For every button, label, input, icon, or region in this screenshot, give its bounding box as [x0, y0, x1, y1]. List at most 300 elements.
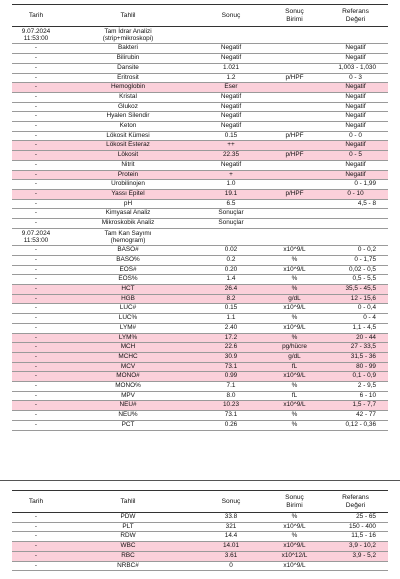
date-cell: - — [12, 209, 60, 219]
date-cell: - — [12, 391, 60, 401]
unit-cell: fL — [266, 362, 323, 372]
date-cell: - — [12, 362, 60, 372]
result-cell: 19.1 — [196, 189, 266, 199]
header-reference — [323, 491, 388, 513]
date-cell: - — [12, 275, 60, 285]
result-cell: 1.1 — [196, 314, 266, 324]
reference-cell: 0 - 0 — [323, 131, 388, 141]
result-cell: 22.6 — [196, 343, 266, 353]
reference-cell — [323, 209, 388, 219]
unit-cell — [266, 228, 323, 245]
unit-cell — [266, 209, 323, 219]
test-name-cell: LYM# — [60, 323, 196, 333]
result-cell: Sonuçlar — [196, 219, 266, 229]
date-cell: - — [12, 189, 60, 199]
date-cell: - — [12, 372, 60, 382]
table-row — [12, 170, 388, 180]
unit-cell: % — [266, 275, 323, 285]
reference-cell: Negatif — [323, 122, 388, 132]
test-name-cell: HGB — [60, 294, 196, 304]
results-table — [12, 4, 388, 431]
table-row — [12, 411, 388, 421]
table-row — [12, 44, 388, 54]
test-name-cell: Glukoz — [60, 102, 196, 112]
test-name-cell: NEU# — [60, 401, 196, 411]
date-cell: - — [12, 561, 60, 571]
table-row — [12, 532, 388, 542]
table-row — [12, 54, 388, 64]
test-name-cell: Mikroskobik Analiz — [60, 219, 196, 229]
table-row — [12, 122, 388, 132]
test-name-cell: Nitrit — [60, 160, 196, 170]
unit-cell — [266, 160, 323, 170]
unit-cell: pg/hücre — [266, 343, 323, 353]
unit-cell: x10^9/L — [266, 304, 323, 314]
result-cell: 26.4 — [196, 284, 266, 294]
reference-cell: 0,1 - 0,9 — [323, 372, 388, 382]
date-cell: - — [12, 284, 60, 294]
reference-cell: 4,5 - 8 — [323, 199, 388, 209]
results-table — [12, 490, 388, 571]
unit-cell: % — [266, 314, 323, 324]
date-cell: - — [12, 54, 60, 64]
unit-cell: x10^9/L — [266, 372, 323, 382]
date-cell: - — [12, 343, 60, 353]
table-row — [12, 83, 388, 93]
date-cell: - — [12, 352, 60, 362]
result-cell: 2.40 — [196, 323, 266, 333]
result-cell: 0 — [196, 561, 266, 571]
reference-cell: 12 - 15,6 — [323, 294, 388, 304]
date-cell: - — [12, 382, 60, 392]
result-cell: 3.61 — [196, 551, 266, 561]
date-value: 9.07.2024 — [21, 28, 51, 35]
date-cell: - — [12, 170, 60, 180]
reference-cell: 0,02 - 0,5 — [323, 265, 388, 275]
result-cell: Negatif — [196, 160, 266, 170]
table-row — [12, 294, 388, 304]
result-cell: 0.15 — [196, 304, 266, 314]
reference-cell: 31,5 - 36 — [323, 352, 388, 362]
date-cell: - — [12, 255, 60, 265]
header-unit-line2: Birimi — [286, 15, 303, 23]
date-cell: - — [12, 141, 60, 151]
result-cell: 1.021 — [196, 63, 266, 73]
reference-cell: 80 - 99 — [323, 362, 388, 372]
result-cell: 1.0 — [196, 180, 266, 190]
result-cell: Negatif — [196, 92, 266, 102]
header-unit-line2: Birimi — [286, 501, 303, 509]
date-cell: - — [12, 551, 60, 561]
unit-cell — [266, 180, 323, 190]
header-ref-line1: Referans — [342, 493, 369, 501]
unit-cell: fL — [266, 391, 323, 401]
table-row — [12, 63, 388, 73]
reference-cell: 0 - 0,4 — [323, 304, 388, 314]
reference-cell: 25 - 65 — [323, 513, 388, 523]
unit-cell: % — [266, 255, 323, 265]
result-cell: 0.99 — [196, 372, 266, 382]
time-value: 11:53:00 — [23, 236, 49, 244]
table-row — [12, 102, 388, 112]
result-cell: 0.26 — [196, 420, 266, 430]
test-name-cell: Eritrosit — [60, 73, 196, 83]
date-cell — [12, 228, 60, 245]
reference-cell: 0,5 - 5,5 — [323, 275, 388, 285]
unit-cell — [266, 199, 323, 209]
date-cell: - — [12, 542, 60, 552]
date-cell: - — [12, 73, 60, 83]
result-cell: 22.35 — [196, 151, 266, 161]
test-name-cell: MCV — [60, 362, 196, 372]
date-cell: - — [12, 83, 60, 93]
test-name-cell — [60, 27, 196, 44]
header-ref-line1: Referans — [342, 7, 369, 15]
time-value: 11:53:00 — [23, 35, 49, 43]
table-row — [12, 372, 388, 382]
test-name-cell: Hyalen Silendir — [60, 112, 196, 122]
reference-cell: 0,12 - 0,36 — [323, 420, 388, 430]
table-row — [12, 112, 388, 122]
reference-cell: Negatif — [323, 92, 388, 102]
result-cell: 0.2 — [196, 255, 266, 265]
date-cell: - — [12, 411, 60, 421]
reference-cell: Negatif — [323, 170, 388, 180]
page-separator — [0, 480, 400, 481]
result-cell: 14.01 — [196, 542, 266, 552]
table-row — [12, 522, 388, 532]
table-row — [12, 219, 388, 229]
table-row — [12, 323, 388, 333]
test-name-cell: PLT — [60, 522, 196, 532]
unit-cell: p/HPF — [266, 131, 323, 141]
reference-cell: Negatif — [323, 141, 388, 151]
unit-cell: x10^9/L — [266, 246, 323, 256]
test-name-cell: Dansite — [60, 63, 196, 73]
header-unit — [266, 5, 323, 27]
reference-cell: 0 - 10 — [323, 189, 388, 199]
test-name-cell: LUC% — [60, 314, 196, 324]
date-cell: - — [12, 131, 60, 141]
unit-cell: x10^9/L — [266, 542, 323, 552]
table-row — [12, 246, 388, 256]
table-row — [12, 391, 388, 401]
unit-cell: g/dL — [266, 352, 323, 362]
table-row — [12, 131, 388, 141]
test-name-cell: Yassı Epitel — [60, 189, 196, 199]
result-cell: 33.8 — [196, 513, 266, 523]
unit-cell: p/HPF — [266, 73, 323, 83]
table-header-row — [12, 5, 388, 27]
unit-cell — [266, 102, 323, 112]
reference-cell: Negatif — [323, 44, 388, 54]
date-cell: - — [12, 151, 60, 161]
unit-cell: x10^9/L — [266, 561, 323, 571]
reference-cell: 6 - 10 — [323, 391, 388, 401]
date-cell: - — [12, 246, 60, 256]
table-row — [12, 333, 388, 343]
unit-cell: p/HPF — [266, 151, 323, 161]
date-cell: - — [12, 112, 60, 122]
result-cell: 1.4 — [196, 275, 266, 285]
test-name-cell: MCH — [60, 343, 196, 353]
header-ref-line2: Değeri — [345, 15, 366, 23]
date-cell: - — [12, 265, 60, 275]
unit-cell: % — [266, 532, 323, 542]
result-cell: Negatif — [196, 122, 266, 132]
test-name-cell: Lökosit — [60, 151, 196, 161]
date-cell: - — [12, 323, 60, 333]
test-name-cell: Kimyasal Analiz — [60, 209, 196, 219]
header-unit-line1: Sonuç — [285, 7, 304, 15]
date-cell: - — [12, 219, 60, 229]
result-cell: ++ — [196, 141, 266, 151]
reference-cell: 1,5 - 7,7 — [323, 401, 388, 411]
table-row — [12, 401, 388, 411]
test-name-cell: NEU% — [60, 411, 196, 421]
unit-cell: % — [266, 333, 323, 343]
date-cell: - — [12, 522, 60, 532]
reference-cell: 3,9 - 10,2 — [323, 542, 388, 552]
test-name-cell: MPV — [60, 391, 196, 401]
date-cell: - — [12, 513, 60, 523]
date-value: 9.07.2024 — [21, 229, 51, 237]
test-name-cell: NRBC# — [60, 561, 196, 571]
table-row — [12, 151, 388, 161]
result-cell — [196, 27, 266, 44]
reference-cell: Negatif — [323, 102, 388, 112]
result-cell: 0.20 — [196, 265, 266, 275]
reference-cell: 150 - 400 — [323, 522, 388, 532]
reference-cell: 0 - 5 — [323, 151, 388, 161]
table-row — [12, 352, 388, 362]
reference-cell — [323, 561, 388, 571]
table-row — [12, 189, 388, 199]
panel-title: Tam Kan Sayımı — [104, 229, 152, 237]
unit-cell: x10^9/L — [266, 522, 323, 532]
date-cell: - — [12, 420, 60, 430]
table-row — [12, 284, 388, 294]
reference-cell: 0 - 0,2 — [323, 246, 388, 256]
result-cell: Negatif — [196, 102, 266, 112]
reference-cell: 1,003 - 1,030 — [323, 63, 388, 73]
date-cell: - — [12, 180, 60, 190]
section-header-row — [12, 228, 388, 245]
header-unit — [266, 491, 323, 513]
unit-cell — [266, 63, 323, 73]
unit-cell: g/dL — [266, 294, 323, 304]
test-name-cell: pH — [60, 199, 196, 209]
table-row — [12, 92, 388, 102]
header-test: Tahlil — [60, 491, 196, 513]
date-cell: - — [12, 160, 60, 170]
table-row — [12, 513, 388, 523]
test-name-cell: Keton — [60, 122, 196, 132]
test-name-cell: Lökosit Kümesi — [60, 131, 196, 141]
test-name-cell: Protein — [60, 170, 196, 180]
header-date: Tarih — [12, 491, 60, 513]
result-cell: Negatif — [196, 54, 266, 64]
result-cell: 73.1 — [196, 411, 266, 421]
test-name-cell: Hemoglobin — [60, 83, 196, 93]
panel-subtitle: (hemogram) — [110, 236, 146, 244]
table-row — [12, 180, 388, 190]
test-name-cell — [60, 228, 196, 245]
unit-cell: x10^9/L — [266, 323, 323, 333]
unit-cell: % — [266, 382, 323, 392]
table-row — [12, 561, 388, 571]
table-row — [12, 73, 388, 83]
reference-cell: Negatif — [323, 83, 388, 93]
test-name-cell: RDW — [60, 532, 196, 542]
date-cell: - — [12, 63, 60, 73]
test-name-cell: WBC — [60, 542, 196, 552]
result-cell: 321 — [196, 522, 266, 532]
reference-cell: 0 - 1,75 — [323, 255, 388, 265]
unit-cell — [266, 54, 323, 64]
date-cell: - — [12, 532, 60, 542]
lab-results-table-2 — [12, 490, 388, 571]
result-cell: 17.2 — [196, 333, 266, 343]
result-cell: 6.5 — [196, 199, 266, 209]
reference-cell: 27 - 33,5 — [323, 343, 388, 353]
unit-cell — [266, 44, 323, 54]
unit-cell: p/HPF — [266, 189, 323, 199]
header-test: Tahlil — [60, 5, 196, 27]
test-name-cell: EOS% — [60, 275, 196, 285]
reference-cell: 0 - 3 — [323, 73, 388, 83]
test-name-cell: EOS# — [60, 265, 196, 275]
header-ref-line2: Değeri — [345, 501, 366, 509]
result-cell: 30.9 — [196, 352, 266, 362]
table-row — [12, 542, 388, 552]
test-name-cell: BASO# — [60, 246, 196, 256]
table-row — [12, 275, 388, 285]
reference-cell — [323, 228, 388, 245]
table-row — [12, 314, 388, 324]
table-row — [12, 382, 388, 392]
unit-cell: % — [266, 420, 323, 430]
test-name-cell: LYM% — [60, 333, 196, 343]
table-row — [12, 255, 388, 265]
unit-cell — [266, 141, 323, 151]
table-row — [12, 160, 388, 170]
table-row — [12, 304, 388, 314]
table-row — [12, 199, 388, 209]
panel-subtitle: (strip+mikroskopi) — [102, 35, 154, 43]
reference-cell — [323, 219, 388, 229]
lab-results-table-1 — [12, 4, 388, 431]
table-row — [12, 551, 388, 561]
header-result: Sonuç — [196, 491, 266, 513]
reference-cell: 0 - 1,99 — [323, 180, 388, 190]
date-cell: - — [12, 92, 60, 102]
test-name-cell: Bilirubin — [60, 54, 196, 64]
test-name-cell: Kristal — [60, 92, 196, 102]
reference-cell: 2 - 9,5 — [323, 382, 388, 392]
result-cell: 8.2 — [196, 294, 266, 304]
result-cell: 73.1 — [196, 362, 266, 372]
result-cell — [196, 228, 266, 245]
result-cell: + — [196, 170, 266, 180]
table-row — [12, 265, 388, 275]
table-header-row — [12, 491, 388, 513]
table-row — [12, 420, 388, 430]
unit-cell — [266, 112, 323, 122]
unit-cell: x10^12/L — [266, 551, 323, 561]
unit-cell — [266, 83, 323, 93]
date-cell: - — [12, 314, 60, 324]
test-name-cell: Ürobilinojen — [60, 180, 196, 190]
reference-cell: Negatif — [323, 54, 388, 64]
result-cell: Sonuçlar — [196, 209, 266, 219]
date-cell: - — [12, 294, 60, 304]
result-cell: 10.23 — [196, 401, 266, 411]
result-cell: Eser — [196, 83, 266, 93]
test-name-cell: MCHC — [60, 352, 196, 362]
test-name-cell: BASO% — [60, 255, 196, 265]
table-row — [12, 209, 388, 219]
table-row — [12, 362, 388, 372]
header-result: Sonuç — [196, 5, 266, 27]
result-cell: 14.4 — [196, 532, 266, 542]
test-name-cell: PDW — [60, 513, 196, 523]
reference-cell — [323, 27, 388, 44]
unit-cell: x10^9/L — [266, 265, 323, 275]
test-name-cell: MONO% — [60, 382, 196, 392]
date-cell: - — [12, 44, 60, 54]
panel-title: Tam İdrar Analizi — [104, 28, 152, 35]
reference-cell: Negatif — [323, 112, 388, 122]
reference-cell: 20 - 44 — [323, 333, 388, 343]
header-date: Tarih — [12, 5, 60, 27]
unit-cell — [266, 170, 323, 180]
test-name-cell: Lökosit Esteraz — [60, 141, 196, 151]
unit-cell: % — [266, 411, 323, 421]
test-name-cell: PCT — [60, 420, 196, 430]
result-cell: Negatif — [196, 112, 266, 122]
result-cell: 0.02 — [196, 246, 266, 256]
unit-cell: % — [266, 513, 323, 523]
unit-cell: x10^9/L — [266, 401, 323, 411]
test-name-cell: HCT — [60, 284, 196, 294]
reference-cell: 0 - 4 — [323, 314, 388, 324]
reference-cell: 3,9 - 5,2 — [323, 551, 388, 561]
date-cell: - — [12, 304, 60, 314]
test-name-cell: RBC — [60, 551, 196, 561]
test-name-cell: LUC# — [60, 304, 196, 314]
result-cell: Negatif — [196, 44, 266, 54]
unit-cell — [266, 122, 323, 132]
result-cell: 1.2 — [196, 73, 266, 83]
reference-cell: Negatif — [323, 160, 388, 170]
reference-cell: 1,1 - 4,5 — [323, 323, 388, 333]
unit-cell — [266, 92, 323, 102]
date-cell: - — [12, 122, 60, 132]
date-cell — [12, 27, 60, 44]
result-cell: 7.1 — [196, 382, 266, 392]
header-reference — [323, 5, 388, 27]
reference-cell: 35,5 - 45,5 — [323, 284, 388, 294]
unit-cell — [266, 219, 323, 229]
date-cell: - — [12, 401, 60, 411]
result-cell: 8.0 — [196, 391, 266, 401]
header-unit-line1: Sonuç — [285, 493, 304, 501]
date-cell: - — [12, 333, 60, 343]
date-cell: - — [12, 199, 60, 209]
result-cell: 0.15 — [196, 131, 266, 141]
unit-cell: % — [266, 284, 323, 294]
